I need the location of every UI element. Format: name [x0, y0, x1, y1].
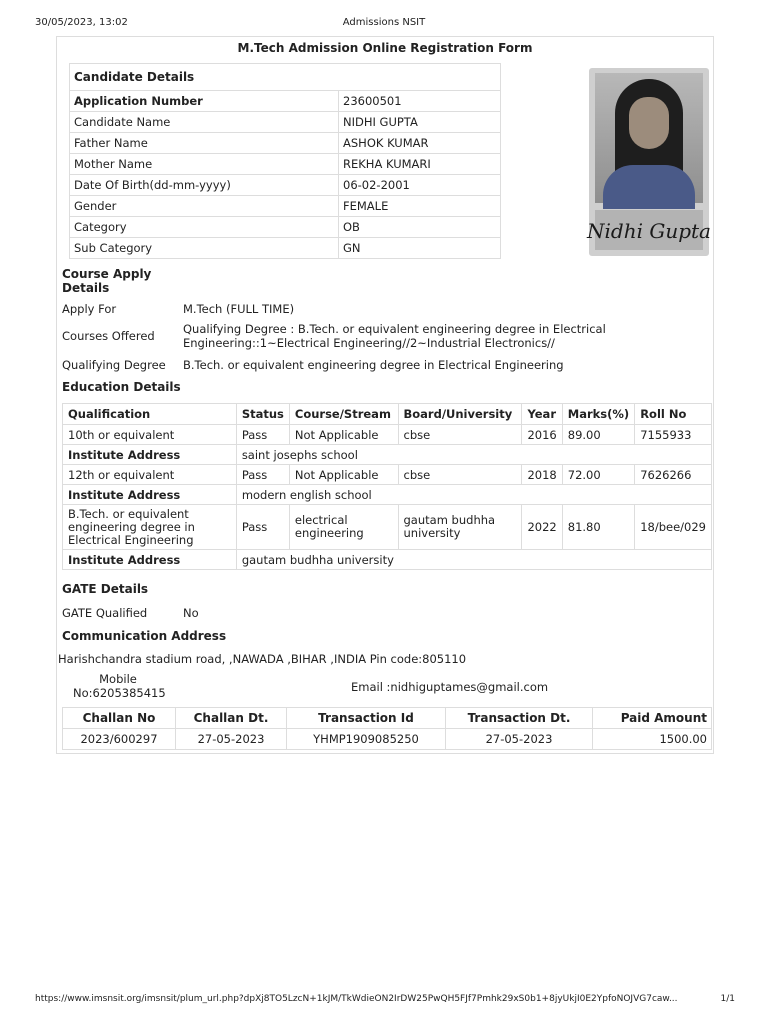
apply-for-label: Apply For [62, 302, 117, 316]
table-row [70, 196, 501, 217]
table-row [70, 217, 501, 238]
marks-cell: 89.00 [562, 425, 634, 445]
table-row [63, 465, 712, 485]
col-marks: Marks(%) [562, 404, 634, 425]
year-cell: 2018 [522, 465, 562, 485]
challan-header-row [63, 708, 712, 729]
roll-cell: 7626266 [635, 465, 712, 485]
year-cell: 2022 [522, 505, 562, 550]
board-cell: cbse [398, 465, 522, 485]
course-apply-heading: Course Apply Details [62, 267, 152, 295]
qualification-cell: B.Tech. or equivalent engineering degree in Electrical Engineering [63, 505, 237, 550]
qualifying-degree-value: B.Tech. or equivalent engineering degree in Electrical Engineering [183, 358, 564, 372]
transaction-date-cell: 27-05-2023 [446, 729, 593, 750]
svg-text:Nidhi Gupta: Nidhi Gupta [587, 219, 711, 243]
email-address: Email :nidhiguptames@gmail.com [351, 680, 549, 694]
table-row [63, 445, 712, 465]
table-row [70, 91, 501, 112]
gender-value: FEMALE [339, 196, 501, 217]
institute-address-label: Institute Address [63, 550, 237, 570]
gate-qualified-row [62, 606, 362, 622]
candidate-name-value: NIDHI GUPTA [339, 112, 501, 133]
challan-table [62, 707, 712, 750]
table-row [70, 154, 501, 175]
gate-details-heading: GATE Details [62, 582, 149, 596]
dob-value: 06-02-2001 [339, 175, 501, 196]
table-row [63, 425, 712, 445]
table-row [63, 505, 712, 550]
table-row [63, 729, 712, 750]
institute-address-value: gautam budhha university [236, 550, 711, 570]
sub-category-value: GN [339, 238, 501, 259]
mother-name-value: REKHA KUMARI [339, 154, 501, 175]
education-details-table [62, 403, 712, 570]
table-row [70, 175, 501, 196]
year-cell: 2016 [522, 425, 562, 445]
page-number: 1/1 [720, 994, 735, 1004]
print-header [35, 17, 733, 31]
col-status: Status [236, 404, 289, 425]
father-name-value: ASHOK KUMAR [339, 133, 501, 154]
form-title: M.Tech Admission Online Registration Form [237, 41, 533, 55]
table-row [70, 133, 501, 154]
candidate-details-table [69, 63, 501, 259]
application-number-label: Application Number [70, 91, 339, 112]
institute-address-label: Institute Address [63, 445, 237, 465]
candidate-details-heading: Candidate Details [70, 64, 501, 91]
stream-cell: Not Applicable [289, 465, 398, 485]
table-row [63, 550, 712, 570]
col-roll-no: Roll No [635, 404, 712, 425]
mother-name-label: Mother Name [70, 154, 339, 175]
qualification-cell: 10th or equivalent [63, 425, 237, 445]
col-year: Year [522, 404, 562, 425]
communication-address-heading: Communication Address [62, 629, 227, 643]
mobile-number: Mobile No:6205385415 [73, 672, 166, 700]
courses-offered-value: Qualifying Degree : B.Tech. or equivalent engineering degree in Electrical Engineering::1~Electrical Engineering//2~Industrial Electronics// [183, 322, 606, 350]
candidate-details-header-row [70, 64, 501, 91]
institute-address-value: saint josephs school [236, 445, 711, 465]
category-value: OB [339, 217, 501, 238]
institute-address-label: Institute Address [63, 485, 237, 505]
print-url: https://www.imsnsit.org/imsnsit/plum_url.php?dpXj8TO5LzcN+1kJM/TkWdieON2IrDW25PwQH5FJf7Pmhk29xS0b1+8jyUkjI0E2YpfoNOJVG7caw... [35, 994, 678, 1004]
apply-for-row [62, 302, 712, 318]
col-challan-no: Challan No [63, 708, 176, 729]
roll-cell: 18/bee/029 [635, 505, 712, 550]
father-name-label: Father Name [70, 133, 339, 154]
education-details-heading: Education Details [62, 380, 181, 394]
gender-label: Gender [70, 196, 339, 217]
col-transaction-date: Transaction Dt. [446, 708, 593, 729]
qualification-cell: 12th or equivalent [63, 465, 237, 485]
stream-cell: Not Applicable [289, 425, 398, 445]
challan-date-cell: 27-05-2023 [176, 729, 287, 750]
table-row [70, 112, 501, 133]
marks-cell: 72.00 [562, 465, 634, 485]
col-board-university: Board/University [398, 404, 522, 425]
transaction-id-cell: YHMP1909085250 [287, 729, 446, 750]
status-cell: Pass [236, 505, 289, 550]
board-cell: cbse [398, 425, 522, 445]
courses-offered-row [62, 322, 712, 352]
table-row [63, 485, 712, 505]
signature-image [587, 210, 711, 250]
courses-offered-label: Courses Offered [62, 329, 155, 343]
dob-label: Date Of Birth(dd-mm-yyyy) [70, 175, 339, 196]
roll-cell: 7155933 [635, 425, 712, 445]
gate-qualified-label: GATE Qualified [62, 606, 148, 620]
institute-address-value: modern english school [236, 485, 711, 505]
candidate-photo [595, 73, 703, 203]
application-number-value: 23600501 [339, 91, 501, 112]
status-cell: Pass [236, 425, 289, 445]
col-challan-date: Challan Dt. [176, 708, 287, 729]
col-qualification: Qualification [63, 404, 237, 425]
status-cell: Pass [236, 465, 289, 485]
education-header-row [63, 404, 712, 425]
print-datetime: 30/05/2023, 13:02 [35, 17, 128, 28]
communication-address: Harishchandra stadium road, ,NAWADA ,BIHAR ,INDIA Pin code:805110 [58, 652, 467, 666]
table-row [70, 238, 501, 259]
gate-qualified-value: No [183, 606, 199, 620]
candidate-name-label: Candidate Name [70, 112, 339, 133]
apply-for-value: M.Tech (FULL TIME) [183, 302, 295, 316]
candidate-photo-card [589, 68, 709, 256]
paid-amount-cell: 1500.00 [593, 729, 712, 750]
registration-form [56, 36, 714, 754]
qualifying-degree-row [62, 358, 712, 374]
qualifying-degree-label: Qualifying Degree [62, 358, 166, 372]
col-transaction-id: Transaction Id [287, 708, 446, 729]
candidate-signature [587, 210, 711, 250]
category-label: Category [70, 217, 339, 238]
col-paid-amount: Paid Amount [593, 708, 712, 729]
board-cell: gautam budhha university [398, 505, 522, 550]
stream-cell: electrical engineering [289, 505, 398, 550]
col-course-stream: Course/Stream [289, 404, 398, 425]
marks-cell: 81.80 [562, 505, 634, 550]
print-page-title: Admissions NSIT [342, 17, 426, 28]
sub-category-label: Sub Category [70, 238, 339, 259]
challan-no-cell: 2023/600297 [63, 729, 176, 750]
